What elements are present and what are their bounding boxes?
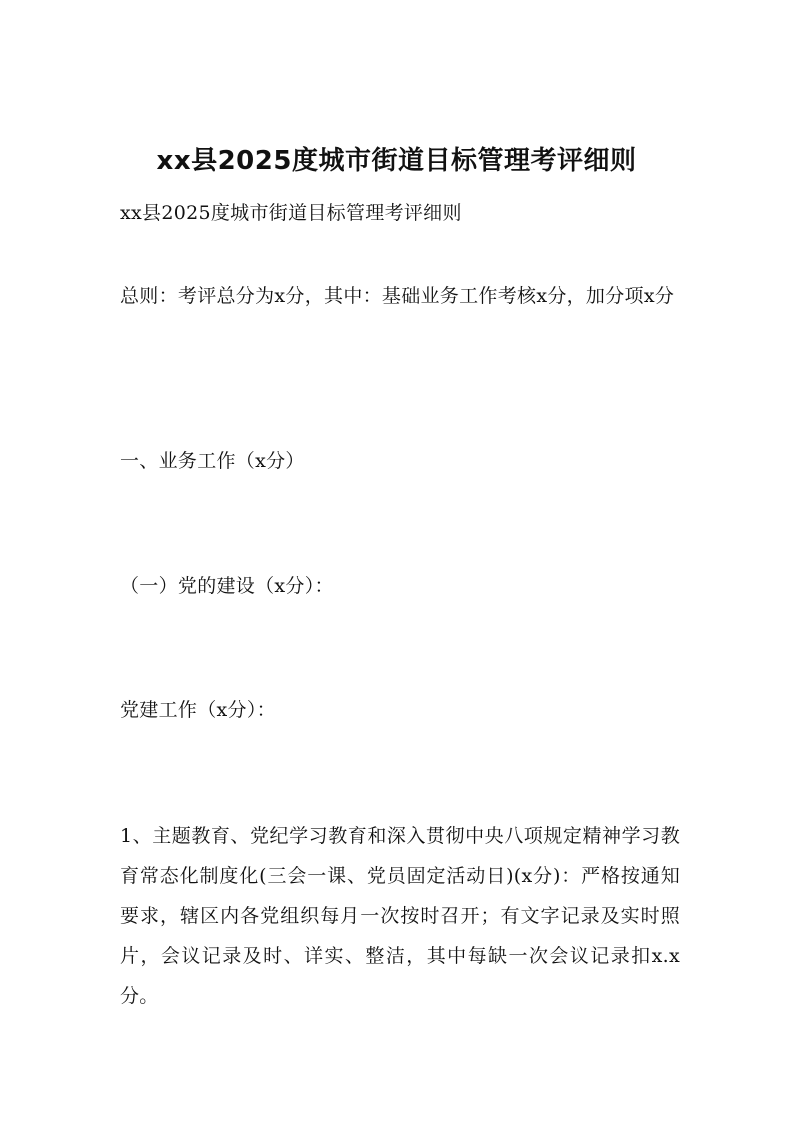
- document-title: xx县2025度城市街道目标管理考评细则: [156, 146, 637, 177]
- item-1-paragraph: 1、主题教育、党纪学习教育和深入贯彻中央八项规定精神学习教育常态化制度化(三会一课、党员固定活动日)(x分)：严格按通知要求，辖区内各党组织每月一次按时召开；有文字记录及实时照片，会议记录及时、详实、整洁，其中每缺一次会议记录扣x.x分。: [120, 825, 680, 1007]
- party-work-heading: 党建工作（x分）：: [120, 699, 276, 721]
- subsection-heading-party-building: （一）党的建设（x分）：: [120, 575, 334, 597]
- document-subtitle: xx县2025度城市街道目标管理考评细则: [120, 202, 462, 224]
- general-rule-paragraph: 总则：考评总分为x分，其中：基础业务工作考核x分，加分项x分: [120, 285, 675, 307]
- section-heading-business-work: 一、业务工作（x分）: [120, 450, 305, 472]
